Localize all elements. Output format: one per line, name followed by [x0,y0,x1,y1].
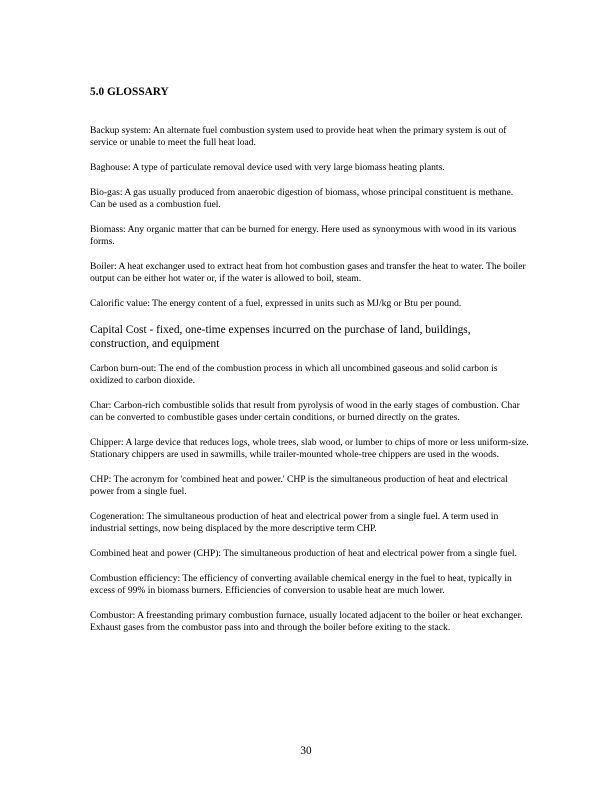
glossary-entry-chp: CHP: The acronym for 'combined heat and power.' CHP is the simultaneous production of heat and electrical power from a single fuel. [90,474,508,497]
glossary-entry-bio-gas: Bio-gas: A gas usually produced from anaerobic digestion of biomass, whose principal constituent is methane. Can be used as a combustion fuel. [90,187,514,210]
glossary-entry-combustor: Combustor: A freestanding primary combustion furnace, usually located adjacent to the boiler or heat exchanger. Exhaust gases from the combustor pass into and through the boiler before exiting to the stack. [90,610,523,633]
glossary-entry-boiler: Boiler: A heat exchanger used to extract heat from hot combustion gases and transfer the heat to water. The boiler output can be either hot water or, if the water is allowed to boil, steam. [90,261,526,284]
glossary-entry-biomass: Biomass: Any organic matter that can be burned for energy. Here used as synonymous with wood in its various forms. [90,224,517,247]
glossary-entry-baghouse: Baghouse: A type of particulate removal device used with very large biomass heating plants. [90,162,445,173]
section-heading: 5.0 GLOSSARY [90,86,169,98]
glossary-entry-combustion-efficiency: Combustion efficiency: The efficiency of converting available chemical energy in the fuel to heat, typically in excess of 99% in biomass burners. Efficiencies of conversion to usable heat are much lower. [90,573,512,596]
glossary-entry-chipper: Chipper: A large device that reduces logs, whole trees, slab wood, or lumber to chips of more or less uniform-size. Stationary chippers are used in sawmills, while trailer-mounted whole-tree chippers are used in the woods. [90,437,529,460]
page-content [90,86,530,647]
glossary-entry-cogeneration: Cogeneration: The simultaneous production of heat and electrical power from a single fuel. A term used in industrial settings, now being displaced by the more descriptive term CHP. [90,511,499,534]
glossary-entry-calorific-value: Calorific value: The energy content of a fuel, expressed in units such as MJ/kg or Btu per pound. [90,298,462,309]
glossary-entry-backup-system: Backup system: An alternate fuel combustion system used to provide heat when the primary system is out of service or unable to meet the full heat load. [90,125,507,148]
glossary-entry-capital-cost: Capital Cost - fixed, one-time expenses incurred on the purchase of land, buildings, construction, and equipment [90,324,471,350]
glossary-entry-char: Char: Carbon-rich combustible solids that result from pyrolysis of wood in the early stages of combustion. Char can be converted to combustible gases under certain conditions, or burned directly on the grates. [90,400,520,423]
glossary-entry-combined-heat-and-power: Combined heat and power (CHP): The simultaneous production of heat and electrical power from a single fuel. [90,548,517,559]
glossary-entry-carbon-burn-out: Carbon burn-out: The end of the combustion process in which all uncombined gaseous and solid carbon is oxidized to carbon dioxide. [90,363,498,386]
page-number: 30 [300,745,312,757]
